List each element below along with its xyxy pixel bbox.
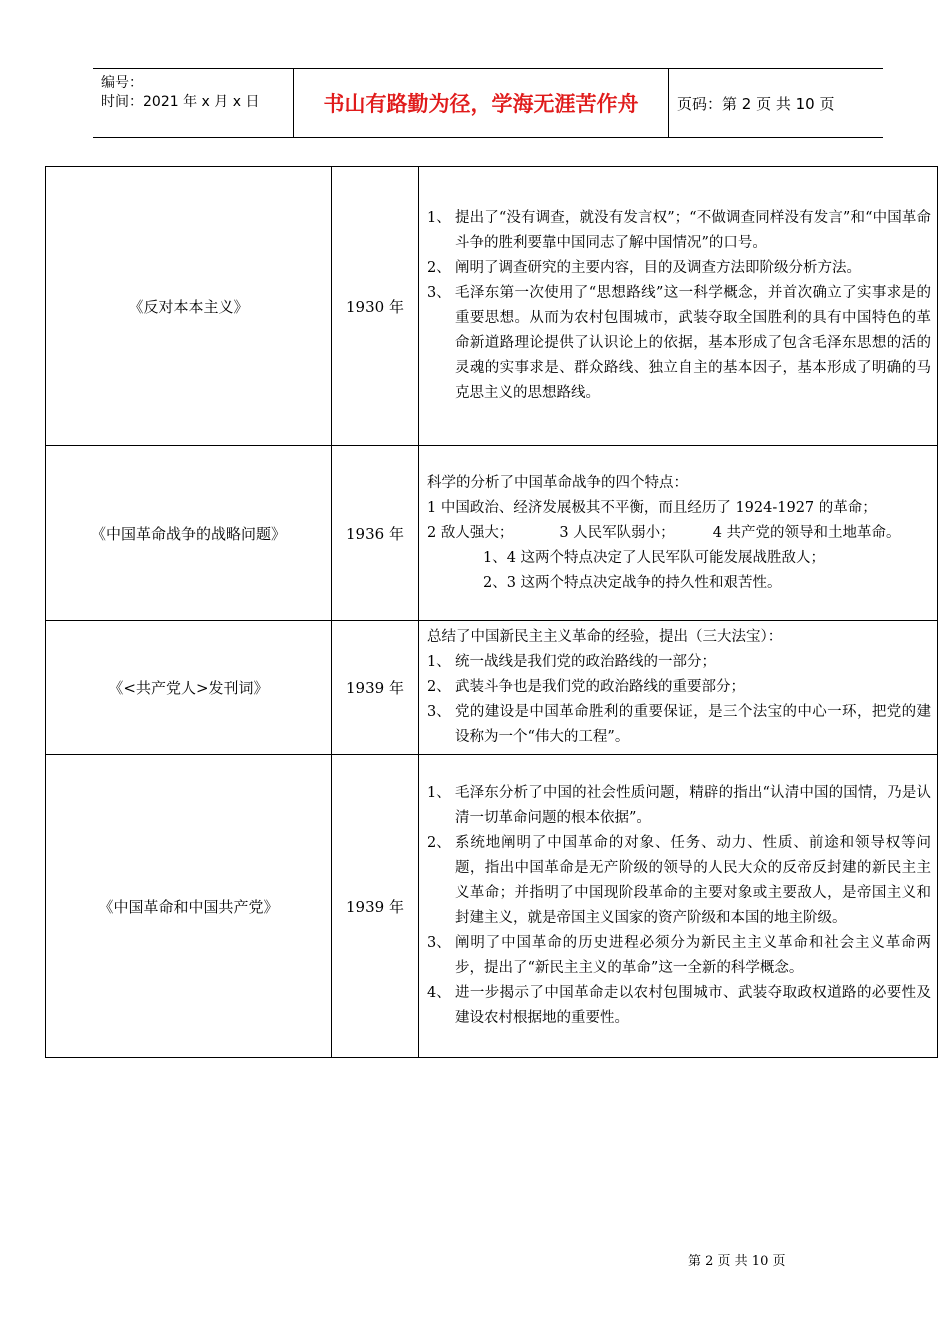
work-year: 1939 年	[332, 755, 419, 1058]
list-item: 1、 提出了“没有调查，就没有发言权”；“不做调查同样没有发言”和“中国革命斗争的胜利要靠中国同志了解中国情况”的口号。	[427, 210, 931, 251]
footer-page-number: 第 2 页 共 10 页	[688, 1254, 786, 1269]
header-divider	[668, 69, 669, 137]
work-content	[419, 446, 938, 621]
header-motto: 书山有路勤为径，学海无涯苦作舟	[323, 92, 639, 116]
work-title: 《反对本本主义》	[46, 167, 332, 446]
list-item: 1 中国政治、经济发展极其不平衡，而且经历了 1924-1927 的革命；	[427, 499, 877, 516]
work-year: 1930 年	[332, 167, 419, 446]
list-item: 4、 进一步揭示了中国革命走以农村包围城市、武装夺取政权道路的必要性及建设农村根据地的重要性。	[427, 985, 931, 1026]
list-item: 1、4 这两个特点决定了人民军队可能发展战胜敌人；	[483, 549, 826, 566]
content-intro: 总结了中国新民主主义革命的经验，提出（三大法宝）：	[427, 629, 783, 645]
work-title: 《中国革命和中国共产党》	[46, 755, 332, 1058]
header-meta	[93, 69, 293, 137]
header-page-info: 页码：第 2 页 共 10 页	[677, 94, 835, 113]
list-item: 2、 系统地阐明了中国革命的对象、任务、动力、性质、前途和领导权等问题，指出中国革命是无产阶级的领导的人民大众的反帝反封建的新民主主义革命；并指明了中国现阶段革命的主要对象或主要敌人，是帝国主义和封建主义，就是帝国主义国家的资产阶级和本国的地主阶级。	[427, 835, 931, 926]
works-table	[45, 166, 938, 1058]
list-item: 3、 阐明了中国革命的历史进程必须分为新民主主义革命和社会主义革命两步，提出了“新民主主义的革命”这一全新的科学概念。	[427, 935, 931, 976]
page-header	[93, 68, 883, 138]
serial-label: 编号：	[101, 75, 143, 91]
time-label: 时间：2021 年 x 月 x 日	[101, 94, 260, 110]
table-row	[46, 446, 938, 621]
list-item: 3、 毛泽东第一次使用了“思想路线”这一科学概念，并首次确立了实事求是的重要思想。从而为农村包围城市，武装夺取全国胜利的具有中国特色的革命新道路理论提供了认识论上的依据，基本形成了包含毛泽东思想的活的灵魂的实事求是、群众路线、独立自主的基本因子，基本形成了明确的马克思主义的思想路线。	[427, 285, 931, 401]
list-item: 2、 阐明了调查研究的主要内容，目的及调查方法即阶级分析方法。	[427, 260, 861, 276]
work-content	[419, 621, 938, 755]
table-row	[46, 755, 938, 1058]
content-intro: 科学的分析了中国革命战争的四个特点：	[427, 474, 688, 491]
work-title: 《中国革命战争的战略问题》	[46, 446, 332, 621]
work-content	[419, 167, 938, 446]
list-item: 1、 毛泽东分析了中国的社会性质问题，精辟的指出“认清中国的国情，乃是认清一切革命问题的根本依据”。	[427, 785, 931, 826]
list-item: 3、 党的建设是中国革命胜利的重要保证，是三个法宝的中心一环，把党的建设称为一个“伟大的工程”。	[427, 704, 931, 745]
list-item: 2、3 这两个特点决定战争的持久性和艰苦性。	[483, 574, 782, 591]
table-row	[46, 167, 938, 446]
list-item: 2、 武装斗争也是我们党的政治路线的重要部分；	[427, 679, 745, 695]
work-year: 1939 年	[332, 621, 419, 755]
list-item: 2 敌人强大； 3 人民军队弱小； 4 共产党的领导和土地革命。	[427, 524, 901, 541]
work-title: 《<共产党人>发刊词》	[46, 621, 332, 755]
list-item: 1、 统一战线是我们党的政治路线的一部分；	[427, 654, 716, 670]
work-content	[419, 755, 938, 1058]
table-row	[46, 621, 938, 755]
work-year: 1936 年	[332, 446, 419, 621]
